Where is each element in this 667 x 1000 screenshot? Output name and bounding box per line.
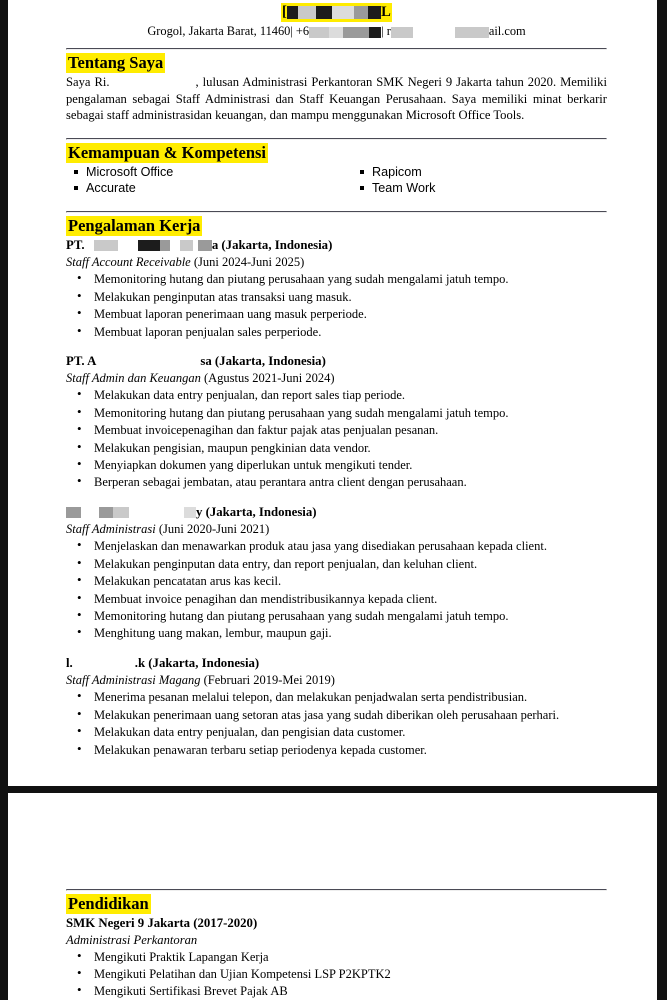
skill-item: Team Work — [356, 180, 607, 197]
company-name-prefix: PT. — [66, 237, 85, 252]
section-heading-skills — [66, 142, 607, 163]
section-heading-experience-label: Pengalaman Kerja — [68, 215, 201, 235]
duty-item: • Melakukan penerimaan uang setoran atas jasa yang sudah diberikan oleh perusahaan perhari. — [66, 707, 607, 723]
section-divider-experience — [66, 211, 607, 213]
experience-role — [66, 254, 607, 271]
experience-role-title: Staff Account Receivable — [66, 254, 191, 269]
redaction-block — [99, 507, 113, 518]
redaction-block — [110, 78, 196, 89]
duty-item: • Menerima pesanan melalui telepon, dan melakukan penjadwalan serta pendistribusian. — [66, 689, 607, 705]
contact-address: Grogol, Jakarta Barat, 11460| +6 — [147, 24, 310, 38]
education-major: Administrasi Perkantoran — [66, 933, 198, 947]
experience-company — [66, 655, 607, 672]
about-text-start: Saya Ri. — [66, 75, 110, 89]
redaction-block — [160, 240, 170, 251]
redaction-block — [329, 27, 343, 38]
experience-entry — [66, 353, 607, 491]
company-name-prefix: l. — [66, 655, 73, 670]
duty-item: • Membuat invoicepenagihan dan faktur pajak atas penjualan pesanan. — [66, 422, 607, 438]
candidate-name-suffix: L — [381, 4, 391, 20]
redaction-block — [138, 240, 160, 251]
redaction-block — [184, 507, 196, 518]
company-name-suffix: y (Jakarta, Indonesia) — [196, 504, 317, 519]
experience-role — [66, 370, 607, 387]
redaction-block — [369, 27, 381, 38]
about-paragraph — [66, 74, 607, 124]
section-divider-skills — [66, 138, 607, 140]
duty-item: • Memonitoring hutang dan piutang perusahaan yang sudah mengalami jatuh tempo. — [66, 271, 607, 287]
duty-item: • Memonitoring hutang dan piutang perusahaan yang sudah mengalami jatuh tempo. — [66, 608, 607, 624]
skills-grid — [66, 164, 607, 197]
redaction-block — [455, 27, 489, 38]
about-text-rest: , lulusan Administrasi Perkantoran SMK Negeri 9 Jakarta tahun 2020. Memiliki pengalaman sebagai Staff Administrasi dan Staff Keuangan Perusahaan. Saya memiliki minat berkarir sebagai staff administrasidan keuangan, dan mampu menggunakan Microsoft Office Tools. — [66, 75, 607, 123]
experience-company — [66, 504, 607, 521]
redaction-block — [113, 507, 129, 518]
duty-item: • Melakukan pencatatan arus kas kecil. — [66, 573, 607, 589]
candidate-name-highlight — [281, 3, 392, 22]
experience-period: (Februari 2019-Mei 2019) — [203, 672, 335, 687]
experience-entry — [66, 655, 607, 758]
duty-item: • Membuat invoice penagihan dan mendistribusikannya kepada client. — [66, 591, 607, 607]
experience-role-title: Staff Admin dan Keuangan — [66, 370, 201, 385]
experience-role — [66, 672, 607, 689]
section-heading-skills-label: Kemampuan & Kompetensi — [68, 142, 266, 162]
redaction-block — [180, 240, 193, 251]
section-heading-about — [66, 52, 607, 73]
company-name-suffix: sa (Jakarta, Indonesia) — [200, 353, 326, 368]
experience-company — [66, 237, 607, 254]
section-heading-about-label: Tentang Saya — [68, 53, 164, 72]
duty-item: • Menyiapkan dokumen yang diperlukan untuk mengikuti tender. — [66, 457, 607, 473]
duty-item: • Melakukan penginputan data entry, dan report penjualan, dan keluhan client. — [66, 556, 607, 572]
redaction-block — [309, 27, 329, 38]
candidate-name-prefix: [ — [282, 4, 288, 20]
duty-item: • Membuat laporan penerimaan uang masuk perperiode. — [66, 306, 607, 322]
experience-duty-list — [66, 689, 607, 758]
duty-item: • Melakukan data entry penjualan, dan report sales tiap periode. — [66, 387, 607, 403]
redaction-block — [391, 27, 413, 38]
skill-item: Microsoft Office — [66, 164, 356, 181]
redaction-block — [287, 6, 298, 19]
duty-item: • Melakukan penawaran terbaru setiap periodenya kepada customer. — [66, 742, 607, 758]
redaction-block — [332, 6, 354, 19]
company-name-prefix: PT. A — [66, 353, 97, 368]
education-item: • Mengikuti Pelatihan dan Ujian Kompetensi LSP P2KPTK2 — [66, 966, 607, 982]
experience-duty-list — [66, 271, 607, 340]
experience-duty-list — [66, 387, 607, 490]
company-name-suffix: a (Jakarta, Indonesia) — [211, 237, 333, 252]
section-divider-about — [66, 48, 607, 50]
experience-entry — [66, 237, 607, 340]
duty-item: • Melakukan penginputan atas transaksi uang masuk. — [66, 289, 607, 305]
education-item: • Mengikuti Praktik Lapangan Kerja — [66, 949, 607, 965]
document-page-1 — [8, 0, 657, 786]
company-name-suffix: .k (Jakarta, Indonesia) — [134, 655, 260, 670]
redaction-block — [198, 240, 212, 251]
redaction-block — [94, 240, 118, 251]
experience-duty-list — [66, 538, 607, 641]
experience-period: (Juni 2020-Juni 2021) — [158, 521, 270, 536]
redaction-block — [368, 6, 381, 19]
skill-item: Rapicom — [356, 164, 607, 181]
redaction-block — [354, 6, 368, 19]
education-school: SMK Negeri 9 Jakarta (2017-2020) — [66, 916, 258, 930]
candidate-name-line — [66, 2, 607, 22]
section-heading-education — [66, 893, 607, 914]
duty-item: • Melakukan pengisian, maupun pengkinian data vendor. — [66, 440, 607, 456]
redaction-block — [298, 6, 316, 19]
redaction-block — [343, 27, 369, 38]
duty-item: • Menjelaskan dan menawarkan produk atau jasa yang disediakan perusahaan kepada client. — [66, 538, 607, 554]
experience-period: (Juni 2024-Juni 2025) — [193, 254, 305, 269]
duty-item: • Melakukan data entry penjualan, dan pengisian data customer. — [66, 724, 607, 740]
duty-item: • Memonitoring hutang dan piutang perusahaan yang sudah mengalami jatuh tempo. — [66, 405, 607, 421]
experience-period: (Agustus 2021-Juni 2024) — [203, 370, 335, 385]
contact-line — [66, 23, 607, 40]
duty-item: • Berperan sebagai jembatan, atau perantara antra client dengan perusahaan. — [66, 474, 607, 490]
experience-entry — [66, 504, 607, 642]
experience-role-title: Staff Administrasi — [66, 521, 156, 536]
contact-email-suffix: ail.com — [488, 24, 526, 38]
document-page-2 — [8, 793, 657, 1000]
document-header — [66, 0, 607, 40]
section-heading-education-label: Pendidikan — [68, 894, 149, 913]
section-heading-experience — [66, 215, 607, 236]
experience-role — [66, 521, 607, 538]
contact-separator: | r — [381, 24, 391, 38]
redaction-block — [316, 6, 332, 19]
redaction-block — [66, 507, 81, 518]
duty-item: • Menghitung uang makan, lembur, maupun gaji. — [66, 625, 607, 641]
experience-company — [66, 353, 607, 370]
duty-item: • Membuat laporan penjualan sales perperiode. — [66, 324, 607, 340]
education-item: • Mengikuti Sertifikasi Brevet Pajak AB — [66, 983, 607, 999]
section-divider-education — [66, 889, 607, 891]
skill-item: Accurate — [66, 180, 356, 197]
education-item-list — [66, 949, 607, 1000]
experience-role-title: Staff Administrasi Magang — [66, 672, 201, 687]
